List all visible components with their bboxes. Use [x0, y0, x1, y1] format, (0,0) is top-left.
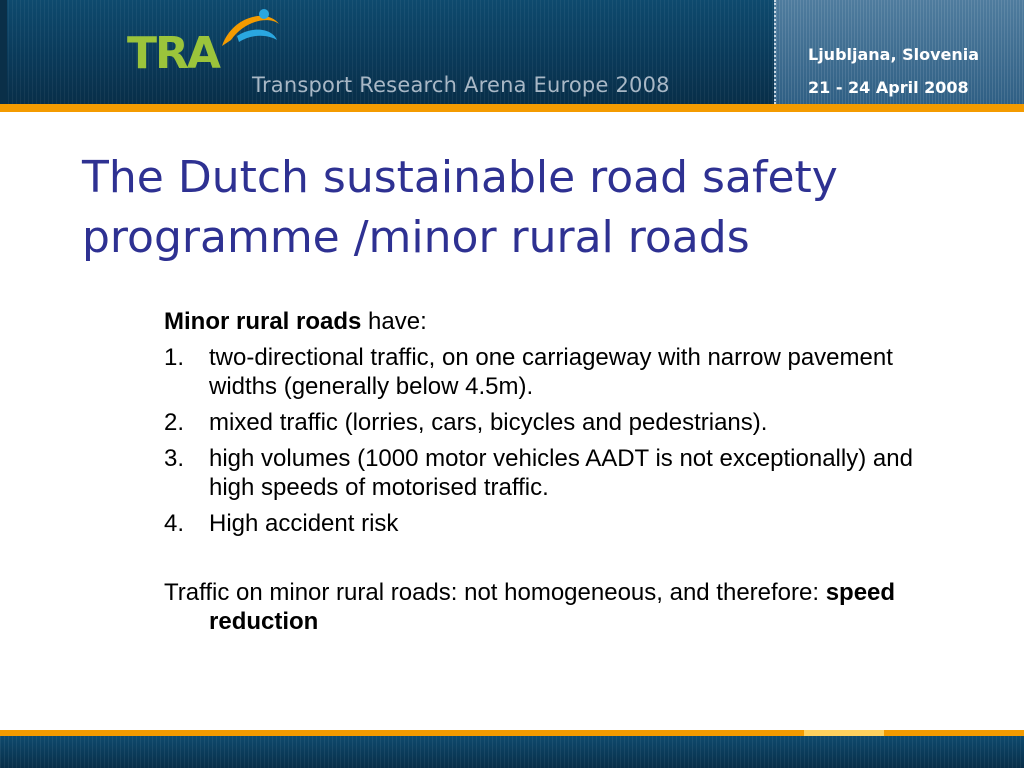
- date-panel: [774, 0, 1024, 104]
- list-item: [164, 408, 944, 437]
- header-banner: [0, 0, 1024, 104]
- characteristics-list: [164, 343, 944, 538]
- list-item: [164, 444, 944, 502]
- logo-text: TRA: [127, 28, 219, 79]
- intro-line: [164, 307, 944, 336]
- list-item-number: 1.: [164, 344, 185, 371]
- slide-title: The Dutch sustainable road safety programme /minor rural roads: [82, 152, 838, 263]
- list-item-number: 4.: [164, 510, 185, 537]
- list-item-text: two-directional traffic, on one carriageway with narrow pavement widths (generally below 4.5m).: [209, 344, 893, 400]
- list-item-text: High accident risk: [209, 510, 399, 537]
- conference-city: Ljubljana, Slovenia: [808, 45, 980, 64]
- intro-rest: have:: [361, 308, 427, 335]
- conference-dates: 21 - 24 April 2008: [808, 78, 969, 97]
- conclusion-bold: speed reduction: [209, 579, 896, 635]
- intro-bold: Minor rural roads: [164, 308, 362, 335]
- list-item-number: 3.: [164, 445, 185, 472]
- conference-subtitle: Transport Research Arena Europe 2008: [252, 73, 670, 97]
- list-item-text: high volumes (1000 motor vehicles AADT is not exceptionally) and high speeds of motorised traffic.: [209, 445, 913, 501]
- list-item-number: 2.: [164, 409, 185, 436]
- list-item: [164, 343, 944, 401]
- header-orange-stripe: [0, 104, 1024, 112]
- slide-body: [164, 307, 944, 660]
- footer-banner: [0, 736, 1024, 768]
- list-item-text: mixed traffic (lorries, cars, bicycles and pedestrians).: [209, 409, 768, 436]
- conclusion-text: Traffic on minor rural roads: not homogeneous, and therefore:: [164, 579, 826, 606]
- header-left-band: [0, 0, 7, 104]
- conclusion-line: [164, 578, 944, 636]
- list-item: [164, 509, 944, 538]
